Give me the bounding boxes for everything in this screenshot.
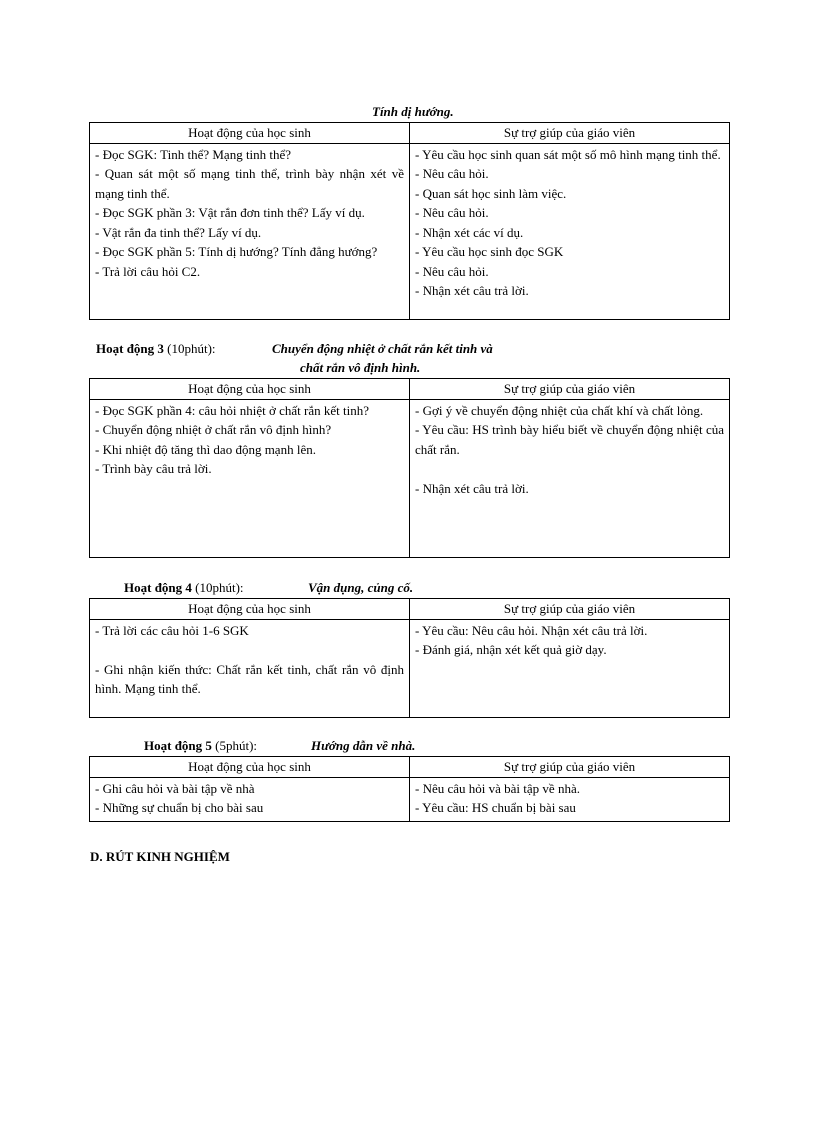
section-d-heading: D. RÚT KINH NGHIỆM bbox=[90, 849, 230, 864]
student-line: - Đọc SGK phần 4: câu hỏi nhiệt ở chất rắn kết tinh? bbox=[95, 402, 370, 418]
student-line: - Vật rắn đa tinh thể? Lấy ví dụ. bbox=[95, 224, 262, 240]
teacher-line: - Nêu câu hỏi. bbox=[415, 166, 489, 181]
activity4-label: Hoạt động 4 bbox=[124, 580, 192, 595]
table-activity3 bbox=[89, 378, 730, 558]
student-line: - Chuyển động nhiệt ở chất rắn vô định hình? bbox=[95, 422, 332, 437]
activity5-heading bbox=[144, 738, 257, 754]
student-cell bbox=[90, 143, 410, 319]
student-line: - Trả lời các câu hỏi 1-6 SGK bbox=[95, 622, 249, 638]
teacher-cell bbox=[410, 399, 730, 557]
teacher-cell bbox=[410, 619, 730, 717]
teacher-cell bbox=[410, 143, 730, 319]
spacer bbox=[415, 459, 724, 479]
activity3-title-line1: Chuyển động nhiệt ở chất rắn kết tinh và bbox=[272, 341, 493, 356]
teacher-line: - Quan sát học sinh làm việc. bbox=[415, 185, 567, 201]
activity5-label: Hoạt động 5 bbox=[144, 738, 212, 753]
activity3-title-line2: chất rắn vô định hình. bbox=[300, 360, 421, 375]
header-teacher: Sự trợ giúp của giáo viên bbox=[410, 599, 730, 620]
teacher-line: - Gợi ý về chuyển động nhiệt của chất khí và chất lỏng. bbox=[415, 402, 704, 418]
activity4-title: Vận dụng, củng cố. bbox=[308, 580, 414, 595]
activity3-heading bbox=[96, 341, 216, 357]
student-cell bbox=[90, 399, 410, 557]
teacher-line: - Yêu cầu học sinh quan sát một số mô hình mạng tinh thể. bbox=[415, 146, 721, 162]
spacer bbox=[95, 640, 404, 660]
student-line: - Khi nhiệt độ tăng thì dao động mạnh lên. bbox=[95, 441, 316, 457]
teacher-line: - Nêu câu hỏi. bbox=[415, 205, 489, 220]
teacher-line: - Đánh giá, nhận xét kết quả giờ dạy. bbox=[415, 642, 607, 657]
table-section1 bbox=[89, 122, 730, 320]
teacher-line: - Yêu cầu học sinh đọc SGK bbox=[415, 244, 564, 259]
student-line: - Trình bày câu trả lời. bbox=[95, 461, 212, 476]
table-activity4 bbox=[89, 598, 730, 718]
student-line: - Trả lời câu hỏi C2. bbox=[95, 263, 201, 279]
student-line: - Ghi nhận kiến thức: Chất rắn kết tinh, chất rắn vô định hình. Mạng tinh thể. bbox=[95, 661, 404, 696]
student-cell bbox=[90, 619, 410, 717]
activity5-title: Hướng dẫn về nhà. bbox=[311, 738, 416, 753]
teacher-line: - Nêu câu hỏi và bài tập về nhà. bbox=[415, 780, 580, 796]
section-title: Tính dị hướng. bbox=[372, 104, 454, 119]
teacher-line: - Nhận xét câu trả lời. bbox=[415, 283, 529, 298]
header-student: Hoạt động của học sinh bbox=[90, 123, 410, 144]
teacher-cell bbox=[410, 777, 730, 821]
header-student: Hoạt động của học sinh bbox=[90, 599, 410, 620]
activity3-time: (10phút): bbox=[167, 341, 216, 356]
teacher-line: - Nhận xét câu trả lời. bbox=[415, 480, 529, 496]
student-line: - Đọc SGK phần 5: Tính dị hướng? Tính đẳng hướng? bbox=[95, 244, 378, 259]
student-line: - Đọc SGK phần 3: Vật rắn đơn tinh thể? Lấy ví dụ. bbox=[95, 205, 365, 220]
teacher-line: - Yêu cầu: HS chuẩn bị bài sau bbox=[415, 800, 576, 815]
student-cell bbox=[90, 777, 410, 821]
student-line: - Những sự chuẩn bị cho bài sau bbox=[95, 800, 264, 815]
header-student: Hoạt động của học sinh bbox=[90, 757, 410, 778]
teacher-line: - Yêu cầu: Nêu câu hỏi. Nhận xét câu trả lời. bbox=[415, 622, 648, 638]
teacher-line: - Nêu câu hỏi. bbox=[415, 263, 489, 279]
teacher-line: - Nhận xét các ví dụ. bbox=[415, 224, 524, 240]
header-teacher: Sự trợ giúp của giáo viên bbox=[410, 123, 730, 144]
student-line: - Quan sát một số mạng tinh thể, trình bày nhận xét về mạng tinh thể. bbox=[95, 166, 404, 201]
header-teacher: Sự trợ giúp của giáo viên bbox=[410, 757, 730, 778]
student-line: - Ghi câu hỏi và bài tập về nhà bbox=[95, 780, 255, 796]
teacher-line: - Yêu cầu: HS trình bày hiểu biết về chuyển động nhiệt của chất rắn. bbox=[415, 422, 724, 457]
activity3-label: Hoạt động 3 bbox=[96, 341, 164, 356]
activity4-heading bbox=[124, 580, 244, 596]
table-activity5 bbox=[89, 756, 730, 822]
student-line: - Đọc SGK: Tinh thể? Mạng tinh thể? bbox=[95, 146, 292, 162]
activity5-time: (5phút): bbox=[215, 738, 258, 753]
activity4-time: (10phút): bbox=[195, 580, 244, 595]
header-student: Hoạt động của học sinh bbox=[90, 379, 410, 400]
header-teacher: Sự trợ giúp của giáo viên bbox=[410, 379, 730, 400]
